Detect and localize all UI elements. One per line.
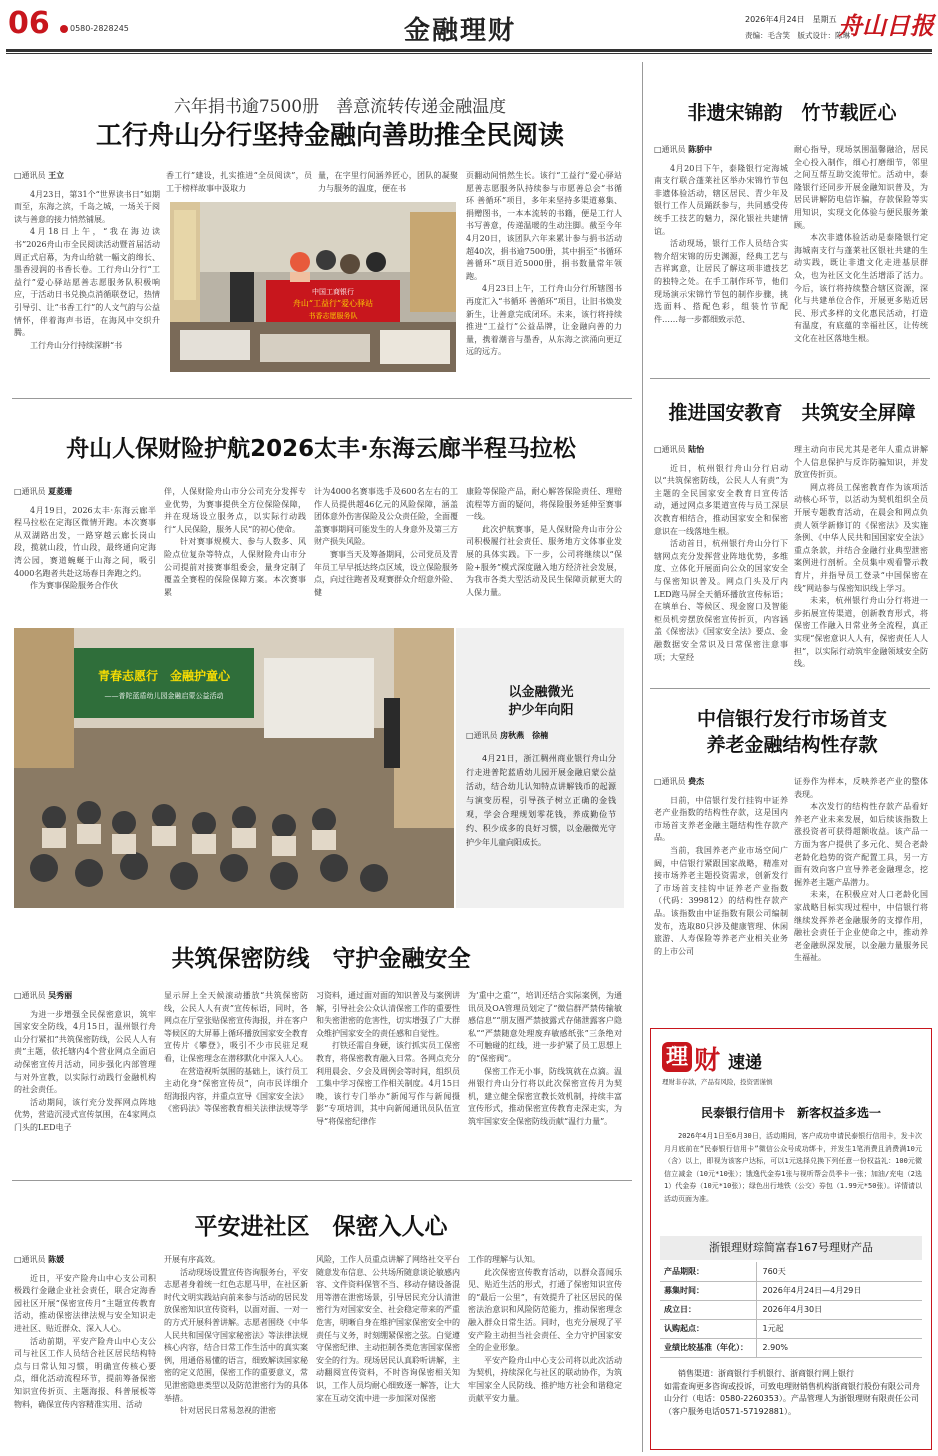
product-title: 浙银理财琮简富春167号理财产品 (660, 1236, 922, 1260)
article-body: 4月21日，浙江稠州商业银行舟山分行走进普陀蓝盾幼儿园开展金融启蒙公益活动，结合幼儿认知特点讲解钱币的起源与演变历程，引导孩子树立正确的金钱观，学会合理规划零花钱，养成勤俭节约、积少成多的良好习惯，以金融微光守护少年儿童向阳成长。 (466, 754, 616, 847)
paragraph: 活动期间，该行充分发挥网点阵地优势，营造沉浸式宣传氛围，在4家网点门头的LED电子 (14, 1097, 156, 1132)
phone-number (60, 24, 129, 33)
article-body (14, 1254, 156, 1411)
section-rule (12, 398, 632, 399)
byline: □通讯员 陈媛 (14, 1255, 65, 1264)
byline: □通讯员 陆怡 (654, 445, 705, 454)
article-title: 舟山人保财险护航2026太丰·东海云廊半程马拉松 (66, 436, 576, 462)
paragraph: 工行舟山分行持续深耕“书 (30, 340, 123, 350)
table-value: 2026年4月24日—4月29日 (762, 1286, 862, 1295)
paragraph: 赛事当天及筹备期间，公司党员及青年员工早早抵达终点区域，设立保险服务点，向过往跑者及观赛群众介绍意外险、健 (314, 549, 458, 597)
table-value: 1元起 (762, 1324, 784, 1333)
paragraph: 此次护航赛事，是人保财险舟山市分公司积极履行社会责任、服务地方文体事业发展的具体实践。下一步，公司将继续以“保险+服务”模式深度融入地方经济社会发展，为我市各类大型活动及民生保障贡献更大的人保力量。 (466, 524, 622, 597)
byline: □通讯员 王立 (14, 171, 65, 180)
paragraph: 工作的理解与认知。 (468, 1255, 540, 1264)
page-number: 06 (8, 6, 50, 41)
byline: □通讯员 夏菱珊 (14, 487, 73, 496)
table-key: 业绩比较基准（年化）： (660, 1338, 756, 1357)
card-promo-title: 民泰银行信用卡 新客权益多选一 (700, 1106, 881, 1120)
article-body (654, 776, 788, 958)
article-body (468, 1254, 622, 1405)
byline: □通讯员 房秋燕 徐楠 (466, 731, 549, 740)
article-title: 工行舟山分行坚持金融向善助推全民阅读 (95, 121, 564, 151)
article-body (794, 444, 928, 671)
paragraph: 开展有序高效。 (164, 1255, 220, 1264)
article-body: 风险，工作人员重点讲解了网络社交平台随意发布信息、公共场所随意谈论敏感内容、文件资料保管不当、移动存储设备混用等潜在泄密场景，引导居民充分认清泄密行为对国家安全、社会稳定带来的严重危害，明晰自身在维护国家保密安全中的责任与义务，时刻绷紧保密之弦。白觉遵守保密纪律、主动拒制各类危害国家保密安全的行为。现场居民认真聆听讲解，主动翻阅宣传资料，不时咨询保密相关知识，工作人员均耐心细致逐一解答，让大家在互动交流中进一步加深对保密 (316, 1255, 460, 1403)
article-body (164, 1254, 308, 1418)
card-promo-body: 2026年4月1日至6月30日，活动期间，客户成功申请民泰银行信用卡，发卡次月月底前在“民泰银行信用卡”微信公众号成功绑卡，并发生1笔消费且消费满10元（含）以上，即视为该客户达标，可以1元选择兑换下列任意一份权益礼：100元微信立减金（10元*10张）；饿逸代金券1张与视听帮会员季卡一张；加油/充电（2选1）代金券（10元*10张）；绿色出行地铁（公交）券包（1.99元*50张）。详情请以活动页面为准。 (664, 1132, 922, 1203)
editor-credits: 责编：毛含笑 版式设计：陈琳 (745, 31, 850, 40)
product-table (660, 1262, 922, 1358)
table-key: 产品期限： (660, 1262, 756, 1281)
article-title: 推进国安教育 共筑安全屏障 (668, 402, 916, 424)
table-value: 760天 (762, 1266, 786, 1276)
paragraph: 习资料，通过面对面的知识普及与案例讲解，引导社会公众认清保密工作的重要性和失密泄密的危害性，切实增强了广大群众维护国家安全的责任感和自觉性。 (316, 991, 460, 1038)
paragraph: 活动现场，银行工作人员结合实物介绍宋锦的历史渊源，经典工艺与吉祥寓意，让居民了解这项非遗技艺的独特之处。在手工制作环节，他们现场演示宋锦竹节包的制作步骤，挑选面料、搭配色彩，组装竹节配件……每一步都细致示范、 (654, 239, 788, 324)
paragraph: 当前，我国养老产业市场空间广阔，中信银行紧跟国家战略，精准对接市场养老主题投资需求，创新发行了市场首支挂钩中证养老产业指数（代码：399812）的结构性存款产品。该指数由中证指数有限公司编制发布，选取80只涉及健康管理、休闲旅游、人寿保险等养老产业相关业务的上市公司 (654, 845, 788, 956)
article-body (794, 144, 928, 346)
product-footer: 销售渠道：浙商银行手机银行、浙商银行网上银行 如需查询更多咨询或投诉，可致电理财销售机构浙商银行股份有限公司舟山分行（电话：0580-2260353）。产品管理人为浙银理财有限责任公司（客户服务电话0571-57192881）。 (664, 1369, 920, 1416)
paragraph: 保密工作无小事，防线筑就在点滴。温州银行舟山分行将以此次保密宣传月为契机，建立健全保密宣教长效机制，持续丰富宣传形式，推动保密宣传教育走深走实，为筑牢国家安全保密防线贡献“温行力量”。 (468, 1066, 622, 1126)
byline: □通讯员 费杰 (654, 777, 705, 786)
article-subtitle: 六年捐书逾7500册 善意流转传递金融温度 (173, 97, 507, 117)
paragraph: 计为4000名赛事选手及600名左右的工作人员提供超46亿元的风险保障，涵盖团体意外伤害保险及公众责任险，全面覆盖赛事期间可能发生的人身意外及第三方财产损失风险。 (314, 487, 458, 547)
section-rule (12, 1180, 632, 1181)
article-body (466, 170, 622, 359)
table-key: 募集时间： (660, 1281, 756, 1300)
article-body (14, 170, 160, 352)
issue-date: 2026年4月24日 星期五 (745, 15, 837, 24)
photo-banner-text: 青春志愿行 金融护童心 (97, 669, 231, 683)
photo-kindergarten-class (14, 628, 454, 908)
section-rule (650, 378, 930, 379)
table-key: 成立日： (660, 1300, 756, 1319)
byline: □通讯员 吴秀丽 (14, 991, 73, 1000)
header-rule (6, 49, 932, 52)
article-body (314, 486, 458, 599)
paragraph: 活动现场设置宣传咨询服务台，平安志愿者身着统一红色志愿马甲，在社区新时代文明实践站向前来参与活动的居民发放保密知识宣传资料，以面对面、一对一的方式开展科普讲解。志愿者围绕《中华人民共和国保守国家秘密法》等法律法规核心内容，结合日常工作生活中的真实案例，用通俗易懂的语言，细致解读国家秘密的定义范围，保密工作的重要意义，常见泄密隐患类型以及防范泄密行为的具体举措。 (164, 1267, 308, 1403)
paragraph: 近日，平安产险舟山中心支公司积极践行金融企业社会责任，联合定海香园社区开展“保密宣传月”主题宣传教育活动，推动保密法律法规与安全知识走进社区、贴近群众、深入人心。 (14, 1273, 156, 1333)
article-body (164, 990, 308, 1116)
byline: □通讯员 陈骄中 (654, 145, 713, 154)
paragraph: 此次保密宣传教育活动，以群众喜闻乐见、贴近生活的形式，打通了保密知识宣传的“最后一公里”，有效提升了社区居民的保密法治意识和风险防范能力，推动保密理念融入群众日常生活。同时，也充分展现了平安产险主动担当社会责任、全力守护国家安全的企业形象。 (468, 1267, 622, 1353)
article-body (164, 486, 306, 599)
paragraph: 活动首日，杭州银行舟山分行下辖网点充分发挥营业阵地优势，多维度、立体化开展面向公众的国家安全与保密知识普及。网点门头及厅内LED跑马屏全天循环播放宣传标语；在填单台、等候区、现金窗口及智能柜员机旁摆放保密宣传折页，内容涵盖《保密法》《国家安全法》要点、金融数据安全常识及日常保密注意事项；大堂经 (654, 539, 788, 662)
table-value: 2026年4月30日 (762, 1305, 823, 1314)
article-title: 以金融微光 护少年向阳 (508, 685, 574, 718)
paragraph: 显示屏上全天候滚动播放“共筑保密防线，公民人人有责”宣传标语，同时，各网点在厅堂张贴保密宣传海报，并在客户等候区的大屏幕上循环播放国家安全教育宣传片《攀登》，吸引不少市民驻足观看，让保密理念在潜移默化中深入人心。 (164, 991, 308, 1063)
paragraph: 4月20日下午，泰隆银行定海城南支行联合蓬莱社区举办宋锦竹节包非遗体验活动，辖区居民、青少年及银行工作人员踊跃参与，共同感受传统手工技艺的魅力，深化银社共建情谊。 (654, 163, 788, 236)
article-body (14, 486, 156, 593)
article-title: 平安进社区 保密入人心 (194, 1214, 448, 1240)
table-row (660, 1300, 922, 1319)
article-body: 量，在字里行间涵养匠心，团队的凝聚力与服务的温度，便在书 (318, 171, 458, 193)
table-key: 认购起点： (660, 1319, 756, 1338)
paragraph: 打铁还需自身硬，该行抓实员工保密教育，将保密教育融入日常。各网点充分利用晨会、夕会及周例会等时间，组织员工集中学习保密工作相关制度。4月15日晚，该行专门举办“新闻写作与新闻摄影”专项培训，其中向新闻通讯员队伍宣导“将保密纪律作 (316, 1041, 460, 1126)
paragraph: 日前，中信银行发行挂钩中证养老产业指数的结构性存款，这是国内市场首支养老金融主题结构性存款产品。 (654, 795, 788, 843)
paragraph: 康险等保险产品，耐心解答保险责任、理赔流程等方面的疑问，将保险服务延伸至赛事一线。 (466, 487, 622, 522)
paragraph: 4月23日上午，工行舟山分行所辖图书再度汇入“书循环 善循环”项目，让旧书焕发新生，让善意完成闭环。未来，该行将持续推进“工益行”公益品牌，让金融向善的力量，携着潮音与墨香，从东海之滨涌向更辽远的远方。 (466, 284, 622, 357)
table-row (660, 1281, 922, 1300)
paragraph: 活动前期，平安产险舟山中心支公司与社区工作人员结合社区居民结构特点与日常认知习惯，明确宣传核心要点，细化活动流程环节，提前筹备保密知识宣传折页、主题海报、科普展板等物料，确保宣传内容精准实用、活动 (14, 1336, 156, 1409)
article-body (468, 990, 622, 1129)
section-rule (650, 688, 930, 689)
paragraph: 为‘重中之重’”，培训还结合实际案例，为通讯员及OA管理员划定了“微信群严禁传输敏感信息”“朋友圈严禁披露式存储泄露客户隐私”“严禁随意处理废弃敏感纸张”三条绝对不可触碰的红线，进一步护紧了员工思想上的“保密阀”。 (468, 991, 622, 1063)
article-body (654, 444, 788, 664)
phone-text: 0580-2828245 (70, 24, 129, 33)
paragraph: 页翻动间悄然生长。该行“工益行”爱心驿站愿善志愿服务队持续参与市愿善总会“书循环 善循环”项目，多年来坚持多渠道募集、捐赠图书，一本本流转的书籍，便是工行人书写善意，传递温暖的生动注脚。截至今年4月20日，该团队六年来累计参与捐书活动超40次，捐书逾7500册，其中捐至“书循环 善循环”项目近5000册，捐书数量常年领跑。 (466, 171, 622, 281)
finance-logo-word: 速递 (728, 1053, 762, 1073)
table-row (660, 1262, 922, 1281)
paragraph: 未来，在积极应对人口老龄化国家战略目标实现过程中，中信银行将继续发挥养老金融服务的支撑作用，融社会责任于企业使命之中，推动养老金融纵深发展，以金融力量服务民生福祉。 (794, 890, 928, 963)
article-body: 香工行”建设，扎实推进“全员阅读”，员工于榜样故事中汲取力 (166, 171, 312, 193)
paragraph: 理主动向市民尤其是老年人重点讲解个人信息保护与反诈防骗知识，并发放宣传折页。 (794, 445, 928, 480)
finance-logo-char: 财 (694, 1046, 721, 1076)
article-title: 共筑保密防线 守护金融安全 (171, 946, 471, 972)
paragraph: 网点将员工保密教育作为该项活动核心环节，以活动为契机组织全员开展专题教育活动，在晨会和网点负责人领学新修订的《保密法》及实施条例、《中华人民共和国国家安全法》重点条款，并结合金融行业典型泄密案例进行剖析。全员集中观看警示教育片，并指导员工登录“中国保密在线”网站参与保密知识线上学习。 (794, 482, 928, 593)
article-body (466, 486, 622, 599)
header-rule-thin (6, 53, 932, 54)
photo-banner-text: 书香志愿服务队 (308, 312, 358, 320)
table-row (660, 1338, 922, 1357)
paragraph: 耐心指导，现场氛围温馨融洽，居民全心投入制作，细心打磨细节，邻里之间互帮互助交流带忙。活动中，泰隆银行还同步开展金融知识普及，为居民讲解防电信诈骗，存款保险等实用知识，实现文化体验与便民服务兼顾。 (794, 145, 928, 230)
newspaper-logo: 舟山日报 (838, 11, 934, 40)
column-divider (642, 62, 643, 1452)
paragraph: 在营造视听氛围的基础上，该行员工主动化身“保密宣传员”，向市民详细介绍海报内容，并重点宣导《国家安全法》《密码法》等保密教育相关法律法规等学 (164, 1066, 308, 1114)
paragraph: 4月18日上午，“我在海边读书”2026舟山市全民阅读活动暨首届活动周正式启幕，为舟山给就一幅文韵绵长、墨香浸润的书香长卷。工行舟山分行“工益行”爱心驿站愿善志愿服务队积极响应，于活动日书兑换点消循联登记，热情引导引、让“书香工行”的人文气韵与公益情怀，伴着海声书语，在海风中交织升腾。 (14, 227, 160, 338)
article-body (794, 776, 928, 965)
article-body (14, 990, 156, 1135)
paragraph: 伴，人保财险舟山市分公司充分发挥专业优势，为赛事提供全方位保险保障，并在现场设立服务点，以实际行动践行“人民保险，服务人民”的初心使命。 (164, 487, 306, 534)
paragraph: 近日，杭州银行舟山分行启动以“共筑保密防线，公民人人有责”为主题的全民国家安全教育日宣传活动，通过网点多渠道宣传与员工深层次教育相结合，推动国家安全和保密意识在一线落地生根。 (654, 463, 788, 536)
paragraph: 本次非遗体验活动是泰隆银行定海城南支行与蓬莱社区银社共建的生动实践，既让非遗文化走进基层群众，也为社区文化生活增添了活力。今后，该行将持续整合辖区资源，深化与共建单位合作，开展更多贴近居民、形式多样的文化惠民活动，打造有温度，有底蕴的幸福社区，让传统文化在社区落地生根。 (794, 233, 928, 343)
paragraph: 未来，杭州银行舟山分行将进一步拓展宣传渠道，创新教育形式，将保密工作融入日常业务全流程，真正实现“保密意识人人有，保密责任人人担”，以实际行动筑牢金融领域安全防线。 (794, 596, 928, 669)
article-title: 中信银行发行市场首支 养老金融结构性存款 (696, 708, 887, 756)
table-value: 2.90% (762, 1343, 788, 1352)
paragraph: 针对赛事规模大、参与人数多、风险点位复杂等特点，人保财险舟山市分公司提前对接赛事组委会，量身定制了覆盖全赛程的保险保障方案。本次赛事累 (164, 537, 306, 597)
article-title: 非遗宋锦韵 竹节载匠心 (687, 102, 897, 124)
article-body (316, 990, 460, 1129)
finance-logo-char: 理 (662, 1042, 692, 1072)
article-body (654, 144, 788, 326)
table-row (660, 1319, 922, 1338)
photo-banner-text: ——普陀蓝盾幼儿园金融启蒙公益活动 (104, 692, 224, 700)
finance-tagline: 理财非存款，产品有风险，投资需谨慎 (662, 1078, 773, 1086)
paragraph: 为进一步增强全民保密意识，筑牢国家安全防线，4月15日，温州银行舟山分行紧扣“共筑保密防线，公民人人有责”主题，依托辖内4个营业网点全面启动保密宣传月活动，同步强化内部管理与对外宣教，以实际行动践行金融机构的社会责任。 (14, 1009, 156, 1095)
photo-banner-text: 舟山“工益行”爱心驿站 (292, 299, 374, 308)
section-title: 金融理财 (404, 16, 517, 46)
phone-icon (60, 25, 68, 33)
paragraph: 针对居民日常易忽视的泄密 (180, 1406, 276, 1416)
paragraph: 4月19日，2026太丰·东海云廊半程马拉松在定海区微情开跑。本次赛事从双湖路出发，一路穿越云廊长岗山段，揽就山段，竹山段，最终通向定海湾公园，赛道蜿蜒于山海之间，吸引4000名跑者共赴这场春日奔跑之约。 (14, 505, 156, 578)
paragraph: 4月23日，第31个“世界读书日”如期而至，东海之滨，千岛之城，一场关于阅读与善意的接力悄然铺展。 (14, 189, 160, 224)
paragraph: 本次发行的结构性存款产品看好养老产业未来发展，如后续该指数上涨投资者可获得超额收益。该产品一方面为客户提供了多元化、契合老龄老龄化趋势的资产配置工具，另一方面有效向客户宣导养老金融理念，挖掘养老主题产品潜力。 (794, 802, 928, 887)
paragraph: 证券作为样本，反映养老产业的整体表现。 (794, 777, 928, 799)
photo-volunteers-books (170, 202, 456, 372)
paragraph: 平安产险舟山中心支公司将以此次活动为契机，持续深化与社区的联动协作，为筑牢国家全人民防线、推护地方社会和谐稳定贡献平安力量。 (468, 1355, 622, 1403)
paragraph: 作为赛事保险服务合作伙 (30, 581, 118, 591)
photo-banner-text: 中国工商银行 (312, 288, 354, 296)
